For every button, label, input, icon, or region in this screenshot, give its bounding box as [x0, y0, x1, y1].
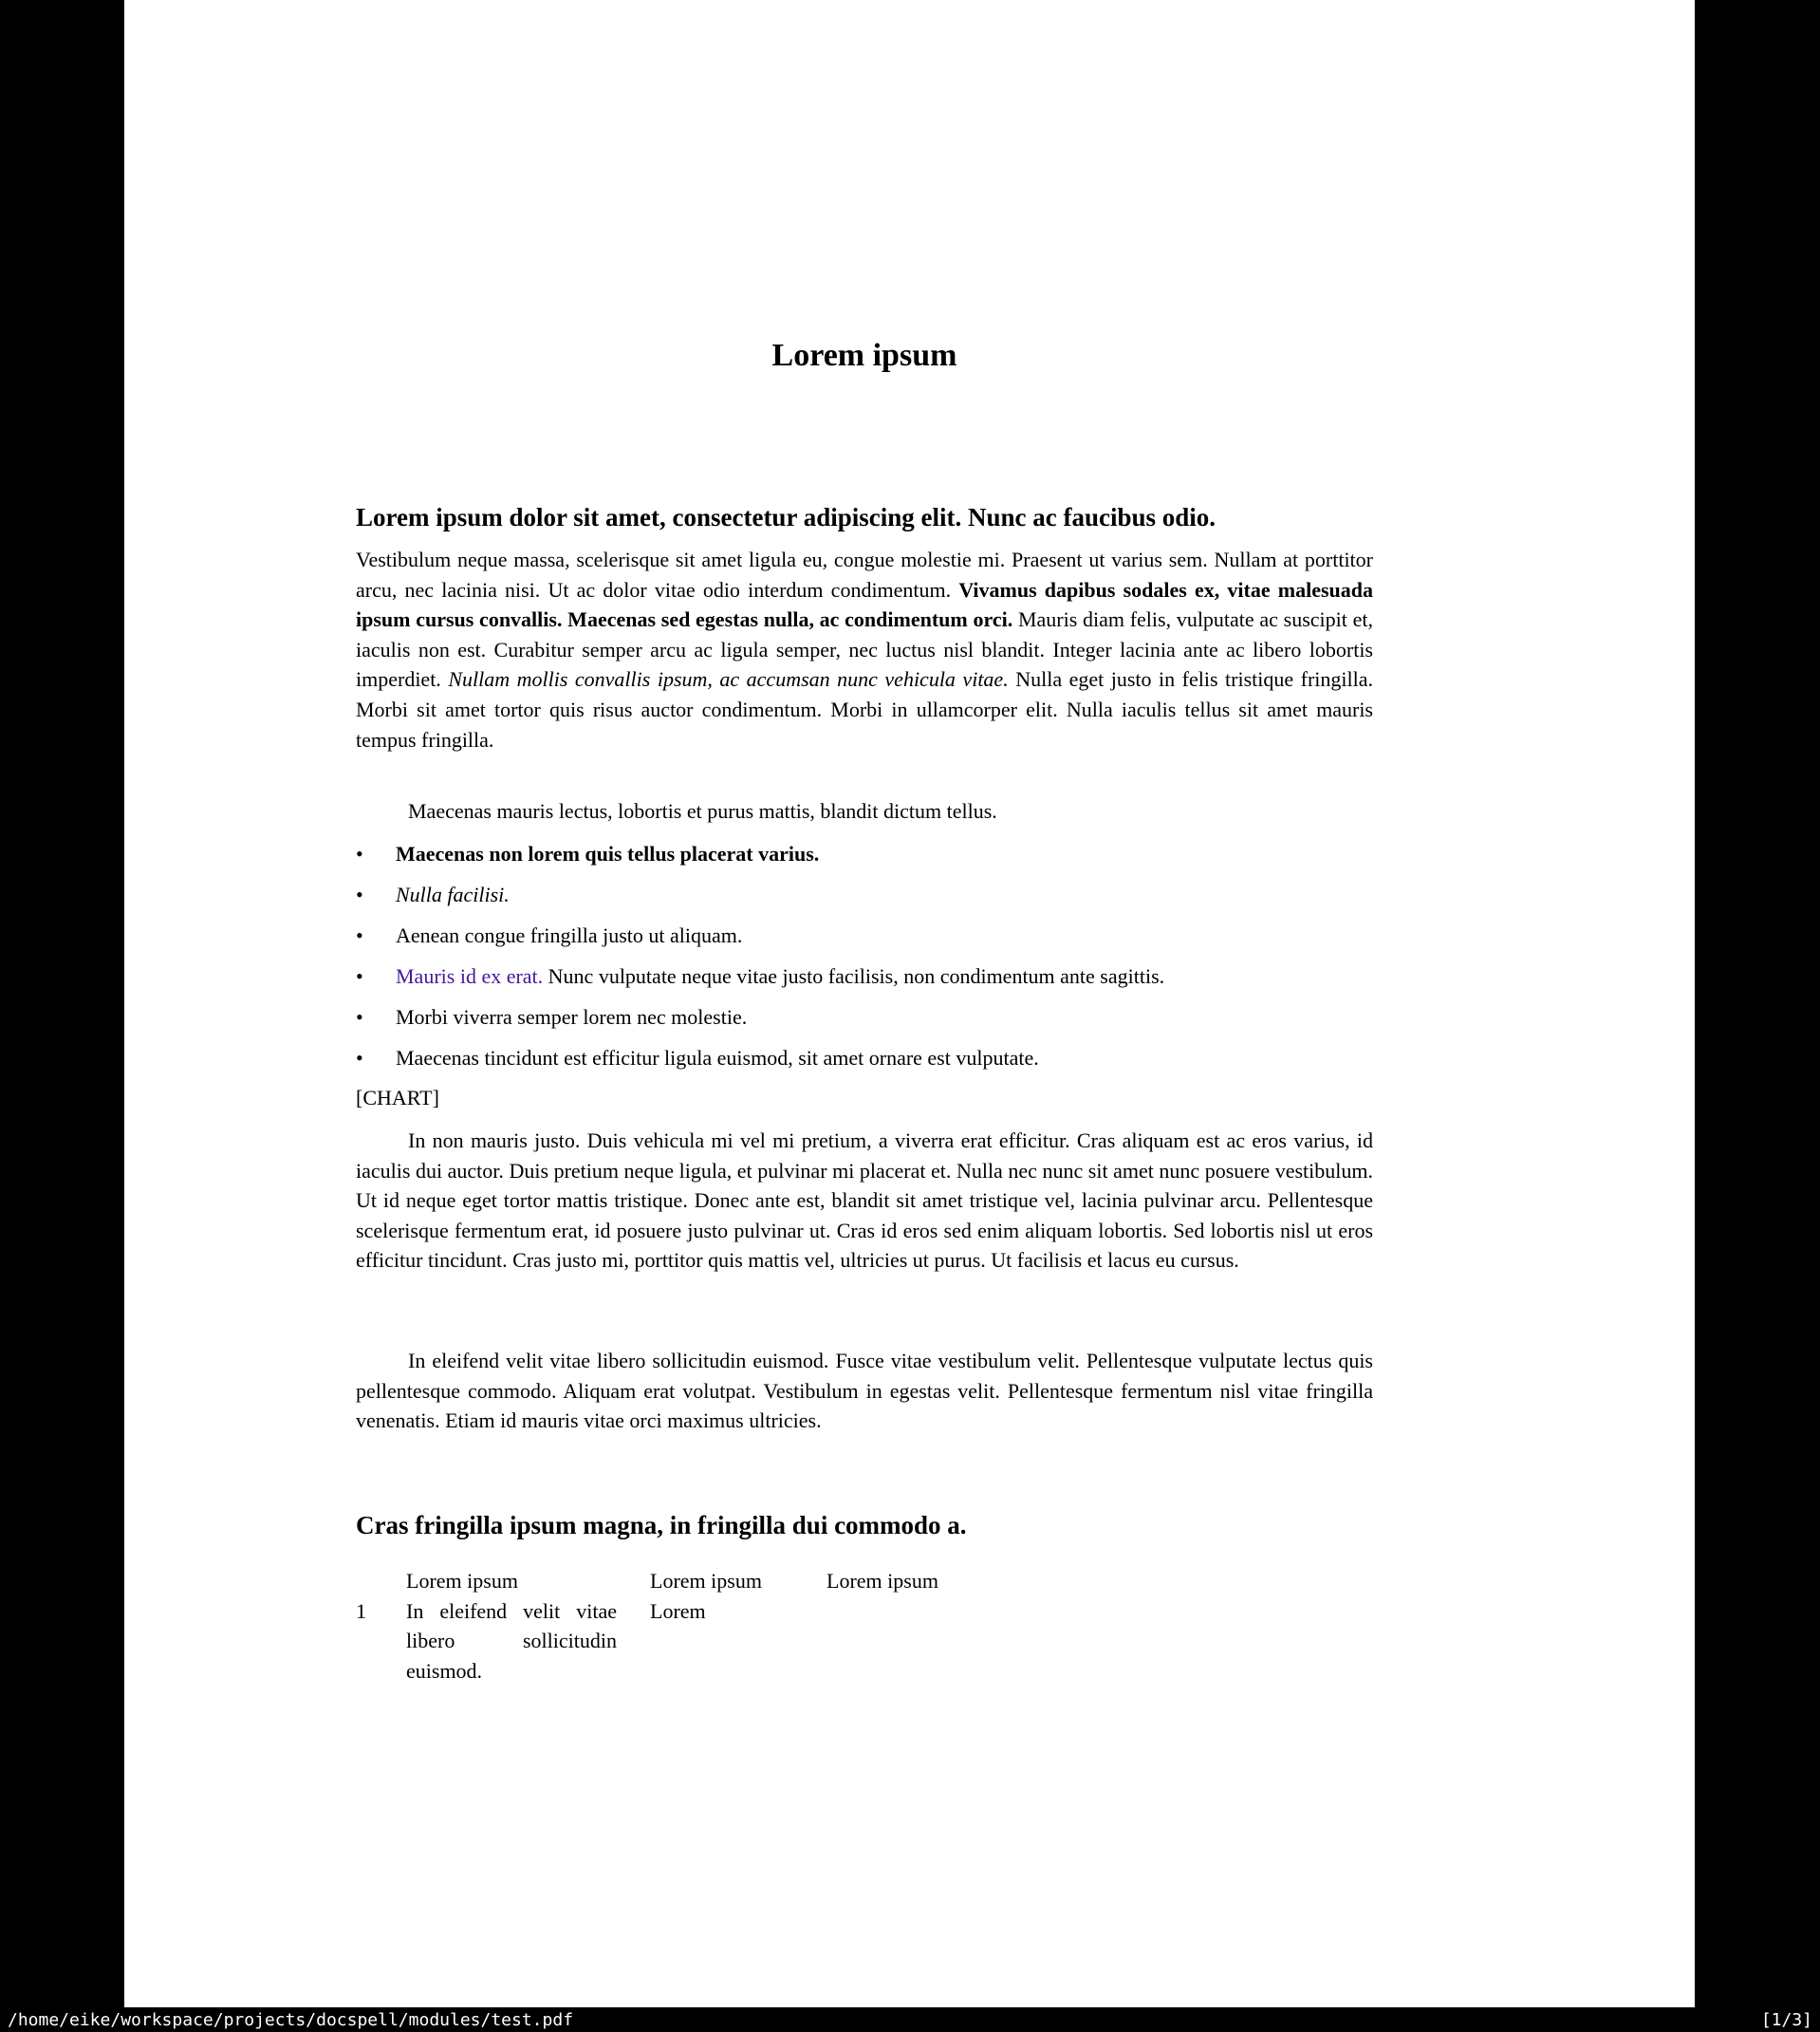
list-item — [356, 839, 1373, 869]
section-heading-2: Cras fringilla ipsum magna, in fringilla dui commodo a. — [356, 1511, 967, 1539]
statusbar-file-path: /home/eike/workspace/projects/docspell/modules/test.pdf — [8, 2009, 574, 2030]
paragraph-2: Maecenas mauris lectus, lobortis et purus mattis, blandit dictum tellus. — [408, 799, 997, 823]
text-run: Nunc vulputate neque vitae justo facilisis, non condimentum ante sagittis. — [543, 964, 1165, 989]
bullet-icon: • — [356, 883, 363, 907]
paragraph-4: In eleifend velit vitae libero sollicitudin euismod. Fusce vitae vestibulum velit. Pellentesque vulputate lectus quis pellentesque commodo. Aliquam erat volutpat. Vestibulum in egestas velit. Pellentesque fermentum nisl vitae fringilla venenatis. Etiam id mauris vitae orci maximus ultricies. — [356, 1349, 1373, 1433]
list-item-text — [396, 923, 742, 947]
hyperlink-text[interactable]: Mauris id ex erat. — [396, 964, 544, 989]
list-item — [356, 961, 1373, 992]
text-run: Aenean congue fringilla justo ut aliquam. — [396, 923, 743, 948]
text-run: Morbi viverra semper lorem nec molestie. — [396, 1005, 748, 1030]
statusbar — [0, 2007, 1820, 2032]
text-run: Nulla facilisi. — [396, 883, 510, 907]
list-item-text — [396, 1046, 1039, 1070]
text-run: Mauris diam felis, vulputate ac suscipit et, iaculis non est. Curabitur semper arcu ac ligula semper, nec luctus nisl blandit. Integer lacinia ante ac libero lobortis imperdiet. — [356, 607, 1373, 692]
statusbar-page-indicator: [1/3] — [1760, 2009, 1812, 2030]
table-header-cell: Lorem ipsum — [650, 1569, 762, 1593]
list-item — [356, 1002, 1373, 1033]
text-run: Maecenas tincidunt est efficitur ligula euismod, sit amet ornare est vulputate. — [396, 1046, 1039, 1071]
list-item — [356, 921, 1373, 951]
bullet-icon: • — [356, 964, 363, 989]
bullet-icon: • — [356, 923, 363, 948]
text-run: Vivamus dapibus sodales ex, vitae malesuada ipsum cursus convallis. Maecenas sed egestas nulla, ac condimentum orci. — [356, 577, 1373, 632]
list-item-text — [396, 1005, 747, 1029]
bullet-list — [356, 839, 1373, 1085]
text-run: Vestibulum neque massa, scelerisque sit amet ligula eu, congue molestie mi. Praesent ut varius sem. Nullam at porttitor arcu, nec lacinia nisi. Ut ac dolor vitae odio interdum condimentum. — [356, 548, 1373, 602]
table-row-number: 1 — [356, 1598, 366, 1623]
table-cell — [406, 1596, 650, 1687]
bullet-icon: • — [356, 842, 363, 866]
list-item — [356, 1043, 1373, 1073]
paragraph-1 — [356, 545, 1373, 755]
bullet-icon: • — [356, 1005, 363, 1030]
paragraph-3: In non mauris justo. Duis vehicula mi vel mi pretium, a viverra erat efficitur. Cras aliquam est ac eros varius, id iaculis dui auctor. Duis pretium neque ligula, et pulvinar mi placerat et. Nulla nec nunc sit amet nunc posuere vestibulum. Ut id neque eget tortor mattis tristique. Donec ante est, blandit sit amet tristique vel, lacinia pulvinar arcu. Pellentesque scelerisque fermentum erat, id posuere justo pulvinar ut. Cras id eros sed enim aliquam lobortis. Sed lobortis nisl ut eros efficitur tincidunt. Cras justo mi, porttitor quis mattis vel, ultricies ut purus. Ut facilisis et lacus eu cursus. — [356, 1128, 1373, 1273]
text-run: Nulla eget justo in felis tristique fringilla. Morbi sit amet tortor quis risus auctor condimentum. Morbi in ullamcorper elit. Nulla iaculis tellus sit amet mauris tempus fringilla. — [356, 667, 1373, 752]
list-item-text — [396, 842, 819, 866]
table-cell-text: In eleifend velit vitae libero sollicitudin euismod. — [406, 1598, 617, 1684]
list-item-text — [396, 964, 1164, 988]
list-item — [356, 880, 1373, 910]
text-run: Nullam mollis convallis ipsum, ac accumsan nunc vehicula vitae. — [448, 667, 1016, 692]
table-header-cell: Lorem ipsum — [406, 1569, 518, 1593]
table-cell: Lorem — [650, 1598, 706, 1623]
table-header-cell: Lorem ipsum — [826, 1569, 938, 1593]
pdf-page — [124, 0, 1695, 2007]
document-table — [356, 1566, 1373, 1687]
chart-placeholder: [CHART] — [356, 1086, 439, 1109]
text-run: Maecenas non lorem quis tellus placerat varius. — [396, 842, 820, 866]
bullet-icon: • — [356, 1046, 363, 1071]
section-heading-1: Lorem ipsum dolor sit amet, consectetur adipiscing elit. Nunc ac faucibus odio. — [356, 503, 1216, 531]
document-title: Lorem ipsum — [771, 338, 957, 373]
list-item-text — [396, 883, 510, 906]
